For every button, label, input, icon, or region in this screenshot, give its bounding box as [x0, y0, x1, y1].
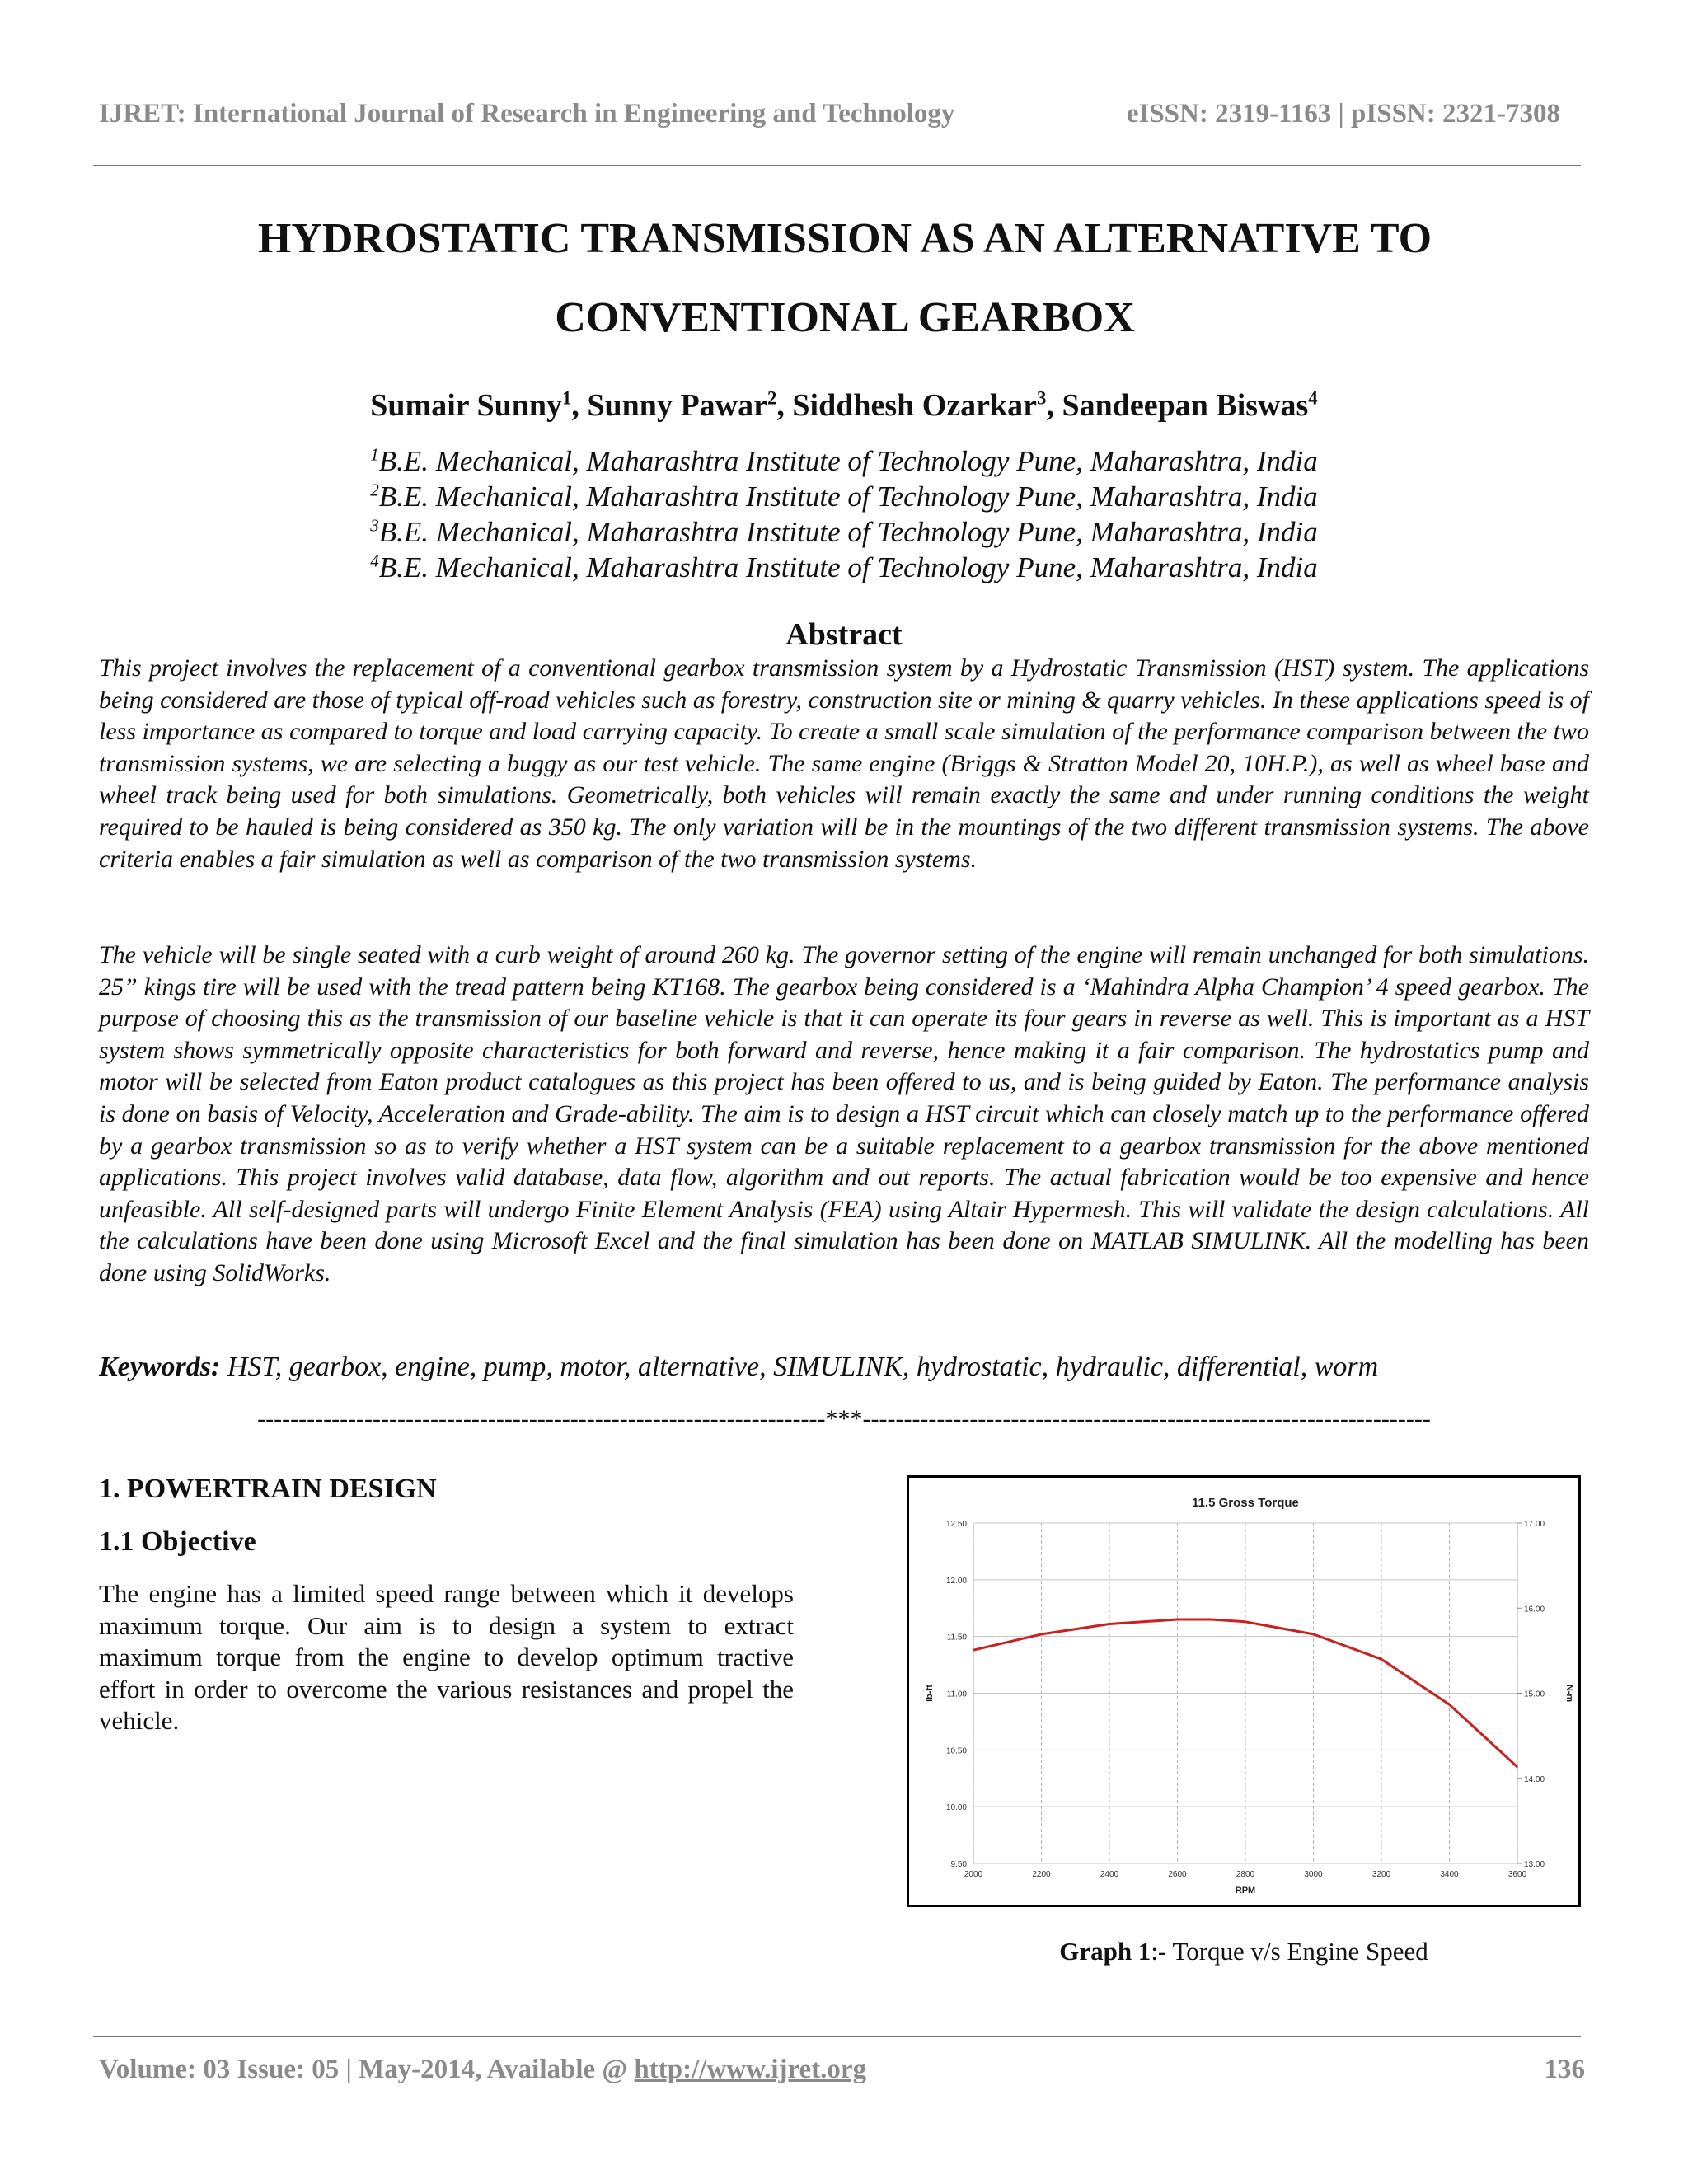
chart-title: 11.5 Gross Torque — [1192, 1496, 1299, 1510]
x-tick-label: 2800 — [1236, 1870, 1255, 1879]
affiliation-line — [0, 514, 1688, 550]
torque-chart — [909, 1478, 1578, 1905]
affiliation-superscript: 1 — [370, 444, 379, 465]
author-separator: , — [776, 388, 793, 423]
caption-text: :- Torque v/s Engine Speed — [1151, 1937, 1428, 1966]
abstract-paragraph-2: The vehicle will be single seated with a curb weight of around 260 kg. The governor setting of the engine will remain unchanged for both simulations. 25” kings tire will be used with the tread pattern being KT168. The gearbox being considered is a ‘Mahindra Alpha Champion’ 4 speed gearbox. The purpose of choosing this as the transmission of our baseline vehicle is that it can operate its four gears in reverse as well. This is important as a HST system shows symmetrically opposite characteristics for both forward and reverse, hence making it a fair comparison. The hydrostatics pump and motor will be selected from Eaton product catalogues as this project has been offered to us, and is being guided by Eaton. The performance analysis is done on basis of Velocity, Acceleration and Grade-ability. The aim is to design a HST circuit which can closely match up to the performance offered by a gearbox transmission so as to verify whether a HST system can be a suitable replacement to a gearbox transmission for the above mentioned applications. This project involves valid database, data flow, algorithm and out reports. The actual fabrication would be too expensive and hence unfeasible. All self-designed parts will undergo Finite Element Analysis (FEA) using Altair Hypermesh. This will validate the design calculations. All the calculations have been done using Microsoft Excel and the final simulation has been done on MATLAB SIMULINK. All the modelling has been done using SolidWorks. — [99, 941, 1589, 1286]
torque-chart-figure — [907, 1475, 1581, 1907]
affiliation-line — [0, 550, 1688, 585]
issn-header: eISSN: 2319-1163 | pISSN: 2321-7308 — [1126, 99, 1560, 129]
footer-rule — [93, 2036, 1581, 2037]
page-number: 136 — [1544, 2055, 1585, 2084]
author-separator: , — [571, 388, 588, 423]
author-name: Sumair Sunny — [370, 388, 562, 423]
affiliation-superscript: 4 — [370, 551, 379, 571]
y2-tick-label: 15.00 — [1524, 1690, 1545, 1699]
author-superscript: 1 — [562, 387, 572, 409]
y2-axis-label: N-m — [1564, 1684, 1574, 1703]
author-separator: , — [1046, 388, 1062, 423]
section-separator: ---------------------------------------------------------------------***--------------------------------------------------------------------- — [257, 1405, 1431, 1432]
data-point — [1313, 1633, 1315, 1635]
x-tick-label: 3000 — [1304, 1870, 1323, 1879]
caption-label: Graph 1 — [1059, 1937, 1151, 1966]
author-superscript: 3 — [1037, 387, 1047, 409]
affiliation-line — [0, 443, 1688, 479]
paper-title: HYDROSTATIC TRANSMISSION AS AN ALTERNATIVE TO CONVENTIONAL GEARBOX — [257, 215, 1432, 341]
author-superscript: 4 — [1308, 387, 1318, 409]
data-point — [973, 1649, 974, 1651]
x-tick-label: 2600 — [1168, 1870, 1187, 1879]
x-tick-label: 2200 — [1032, 1870, 1051, 1879]
data-point — [1381, 1658, 1382, 1660]
y-tick-label: 10.50 — [945, 1746, 967, 1756]
data-point — [1177, 1619, 1179, 1620]
y2-tick-label: 16.00 — [1524, 1605, 1545, 1615]
author-name: Sandeepan Biswas — [1062, 388, 1309, 423]
x-tick-label: 3400 — [1440, 1870, 1459, 1879]
affiliation-text: B.E. Mechanical, Maharashtra Institute of Technology Pune, Maharashtra, India — [378, 445, 1318, 477]
x-tick-label: 2400 — [1100, 1870, 1119, 1879]
y-tick-label: 10.00 — [945, 1803, 967, 1813]
y-tick-label: 12.00 — [945, 1576, 967, 1586]
y2-tick-label: 14.00 — [1524, 1774, 1545, 1784]
objective-paragraph: The engine has a limited speed range between which it develops maximum torque. Our aim is to design a system to extract maximum torque from the engine to develop optimum tractive effort in order to overcome the various resistances and propel the vehicle. — [99, 1579, 794, 1735]
y-tick-label: 11.00 — [946, 1690, 967, 1699]
journal-link[interactable]: http://www.ijret.org — [634, 2055, 867, 2084]
data-point — [1449, 1704, 1451, 1705]
affiliation-text: B.E. Mechanical, Maharashtra Institute of Technology Pune, Maharashtra, India — [378, 480, 1318, 513]
y2-tick-label: 13.00 — [1524, 1860, 1545, 1869]
data-point — [1109, 1624, 1110, 1625]
keywords-text: HST, gearbox, engine, pump, motor, alternative, SIMULINK, hydrostatic, hydraulic, differential, worm — [220, 1352, 1379, 1382]
data-point — [1245, 1621, 1246, 1623]
y-tick-label: 12.50 — [945, 1520, 967, 1529]
keywords-label: Keywords: — [99, 1352, 221, 1382]
journal-header: IJRET: International Journal of Research in Engineering and Technology — [99, 99, 955, 129]
subsection-heading: 1.1 Objective — [99, 1526, 256, 1557]
x-axis-label: RPM — [1235, 1886, 1256, 1896]
data-point — [1211, 1619, 1212, 1620]
abstract-heading: Abstract — [785, 617, 903, 652]
affiliation-text: B.E. Mechanical, Maharashtra Institute of Technology Pune, Maharashtra, India — [378, 551, 1318, 583]
x-tick-label: 3200 — [1372, 1870, 1391, 1879]
figure-caption — [907, 1937, 1581, 1966]
footer-volume — [99, 2055, 866, 2085]
footer-text: Volume: 03 Issue: 05 | May-2014, Available @ — [99, 2055, 635, 2084]
section-heading: 1. POWERTRAIN DESIGN — [99, 1474, 437, 1504]
x-tick-label: 2000 — [964, 1870, 983, 1879]
data-point — [1517, 1766, 1518, 1768]
y-tick-label: 9.50 — [950, 1860, 967, 1869]
y-axis-label: lb-ft — [925, 1685, 935, 1702]
header-rule — [93, 165, 1581, 166]
keywords — [99, 1352, 1589, 1383]
author-list — [0, 387, 1688, 424]
affiliation-superscript: 3 — [370, 515, 379, 536]
y2-tick-label: 17.00 — [1524, 1520, 1545, 1529]
abstract-paragraph-1: This project involves the replacement of a conventional gearbox transmission system by a Hydrostatic Transmission (HST) system. The applications being considered are those of typical off-road vehicles such as forestry, construction site or mining & quarry vehicles. In these applications speed is of less importance as compared to torque and load carrying capacity. To create a small scale simulation of the performance comparison between the two transmission systems, we are selecting a buggy as our test vehicle. The same engine (Briggs & Stratton Model 20, 10H.P.), as well as wheel base and wheel track being used for both simulations. Geometrically, both vehicles will remain exactly the same and under running conditions the weight required to be hauled is being considered as 350 kg. The only variation will be in the mountings of the two different transmission systems. The above criteria enables a fair simulation as well as comparison of the two transmission systems. — [99, 654, 1589, 873]
affiliation-text: B.E. Mechanical, Maharashtra Institute of Technology Pune, Maharashtra, India — [378, 516, 1318, 548]
author-name: Sunny Pawar — [587, 388, 767, 423]
affiliation-line — [0, 479, 1688, 514]
affiliation-superscript: 2 — [370, 480, 379, 500]
data-point — [1041, 1633, 1043, 1635]
affiliation-list — [0, 443, 1688, 585]
y-tick-label: 11.50 — [946, 1633, 967, 1643]
x-tick-label: 3600 — [1507, 1870, 1527, 1879]
author-superscript: 2 — [767, 387, 777, 409]
author-name: Siddhesh Ozarkar — [792, 388, 1038, 423]
